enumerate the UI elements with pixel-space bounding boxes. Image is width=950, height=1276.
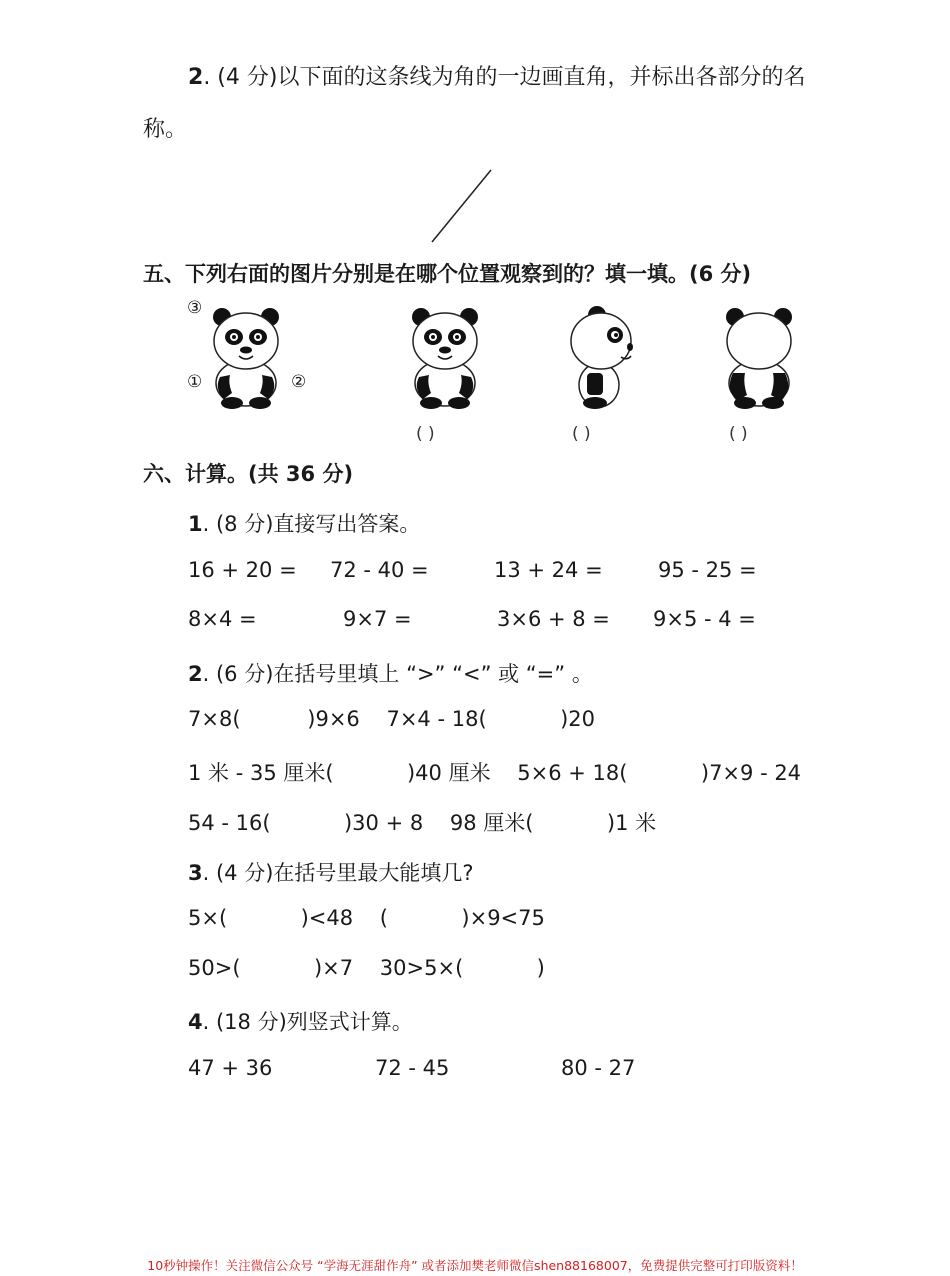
answer-blank-1[interactable]: ( ) [416,424,435,444]
question-text: . (4 分)在括号里最大能填几? [202,861,474,885]
answer-blank-3[interactable]: ( ) [729,424,748,444]
label-top: ③ [187,298,203,318]
panda-front-image [405,303,485,413]
panda-back-image [719,303,799,413]
footer-promo: 10秒钟操作！关注微信公众号 “学海无涯甜作舟” 或者添加樊老师微信shen88168007，免费提供完整可打印版资料！ [147,1258,803,1273]
angle-side-line [428,166,498,246]
calc-2-4: 9×5 - 4 = [653,607,756,631]
s6-q3-heading [188,857,474,887]
question-number: 4 [188,1010,203,1034]
compare-line-1: 7×8( )9×6 7×4 - 18( )20 [188,707,595,731]
vertical-calc-3: 80 - 27 [561,1056,636,1080]
vertical-calc-2: 72 - 45 [375,1056,450,1080]
question-text: . (6 分)在括号里填上 “>” “<” 或 “=” 。 [202,662,593,686]
max-line-2: 50>( )×7 30>5×( ) [188,956,545,980]
calc-2-1: 8×4 = [188,607,257,631]
s6-q4-heading [188,1006,413,1036]
calc-1-1: 16 + 20 = [188,558,297,582]
panda-reference-image [206,303,286,413]
q2-angle-line1 [188,60,805,91]
question-text: . (4 分)以下面的这条线为角的一边画直角，并标出各部分的名 [203,65,806,90]
calc-2-3: 3×6 + 8 = [497,607,610,631]
calc-1-4: 95 - 25 = [658,558,757,582]
question-text: . (18 分)列竖式计算。 [202,1010,413,1034]
calc-1-2: 72 - 40 = [330,558,429,582]
question-text: . (8 分)直接写出答案。 [202,512,421,536]
max-line-1: 5×( )<48 ( )×9<75 [188,906,545,930]
s6-q2-heading [188,658,593,688]
label-right: ② [291,372,307,392]
calc-1-3: 13 + 24 = [494,558,603,582]
q2-angle-line2: 称。 [143,117,188,142]
compare-line-2: 1 米 - 35 厘米( )40 厘米 5×6 + 18( )7×9 - 24 [188,761,802,785]
panda-side-image [563,303,643,413]
answer-blank-2[interactable]: ( ) [572,424,591,444]
calc-2-2: 9×7 = [343,607,412,631]
question-number: 2 [188,65,204,90]
question-number: 1 [188,512,203,536]
label-left: ① [187,372,203,392]
vertical-calc-1: 47 + 36 [188,1056,273,1080]
question-number: 2 [188,662,203,686]
section6-title: 六、计算。(共 36 分) [143,462,354,486]
compare-line-3: 54 - 16( )30 + 8 98 厘米( )1 米 [188,811,657,835]
section5-title: 五、下列右面的图片分别是在哪个位置观察到的？填一填。(6 分) [143,262,752,286]
question-number: 3 [188,861,203,885]
s6-q1-heading [188,508,420,538]
